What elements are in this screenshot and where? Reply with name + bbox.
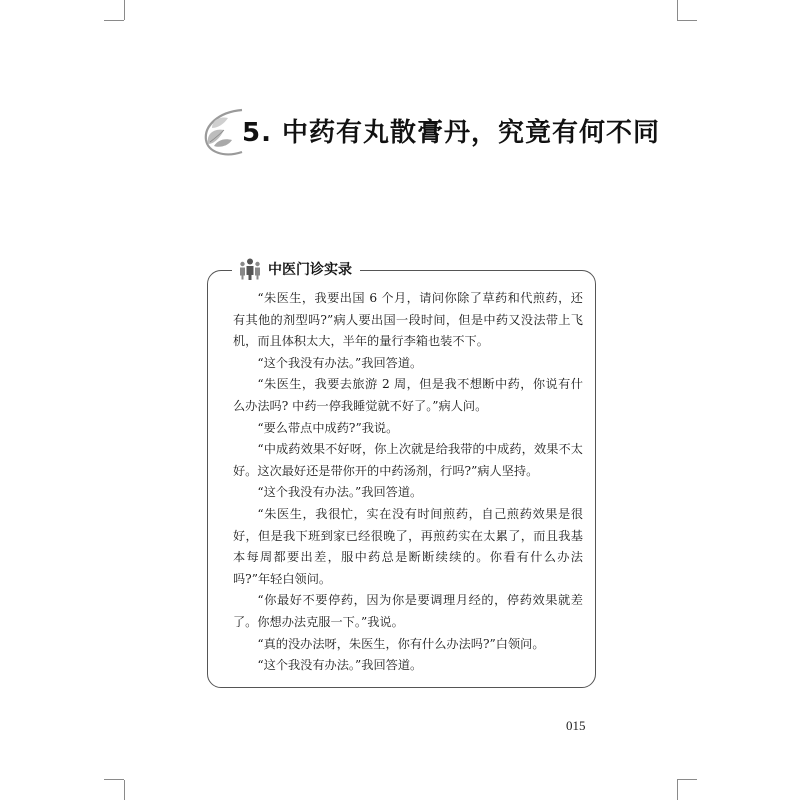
paragraph: “朱医生，我很忙，实在没有时间煎药，自己煎药效果是很好，但是我下班到家已经很晚了，再煎药实在太累了，而且我基本每周都要出差，服中药总是断断续续的。你看有什么办法吗?”年轻白领问。: [233, 506, 583, 586]
paragraph: “这个我没有办法。”我回答道。: [257, 658, 423, 673]
people-icon: [238, 257, 262, 281]
paragraph: “要么带点中成药?”我说。: [257, 420, 399, 435]
box-header: [232, 257, 360, 281]
crop-mark: [124, 0, 125, 20]
paragraph: “朱医生，我要出国 6 个月，请问你除了草药和代煎药，还有其他的剂型吗?”病人要出国一段时间，但是中药又没法带上飞机，而且体积太大，半年的量行李箱也装不下。: [233, 291, 583, 349]
crop-mark: [124, 780, 125, 800]
paragraph: “你最好不要停药，因为你是要调理月经的，停药效果就差了。你想办法克服一下。”我说。: [233, 593, 583, 629]
paragraph: “中成药效果不好呀，你上次就是给我带的中成药，效果不太好。这次最好还是带你开的中药汤剂，行吗?”病人坚持。: [233, 442, 583, 478]
paragraph: “真的没办法呀，朱医生，你有什么办法吗?”白领问。: [257, 636, 545, 651]
paragraph: “这个我没有办法。”我回答道。: [257, 485, 423, 500]
paragraph: “朱医生，我要去旅游 2 周，但是我不想断中药，你说有什么办法吗? 中药一停我睡觉就不好了。”病人问。: [233, 377, 583, 413]
box-header-label: 中医门诊实录: [268, 262, 352, 278]
crop-mark: [677, 779, 697, 780]
crop-mark: [677, 780, 678, 800]
crop-mark: [104, 20, 124, 21]
crop-mark: [677, 20, 697, 21]
crop-mark: [104, 779, 124, 780]
record-content: [233, 288, 583, 677]
paragraph: “这个我没有办法。”我回答道。: [257, 355, 423, 370]
chapter-title: 5. 中药有丸散膏丹，究竟有何不同: [242, 118, 661, 148]
page-number: 015: [566, 718, 586, 733]
crop-mark: [677, 0, 678, 20]
